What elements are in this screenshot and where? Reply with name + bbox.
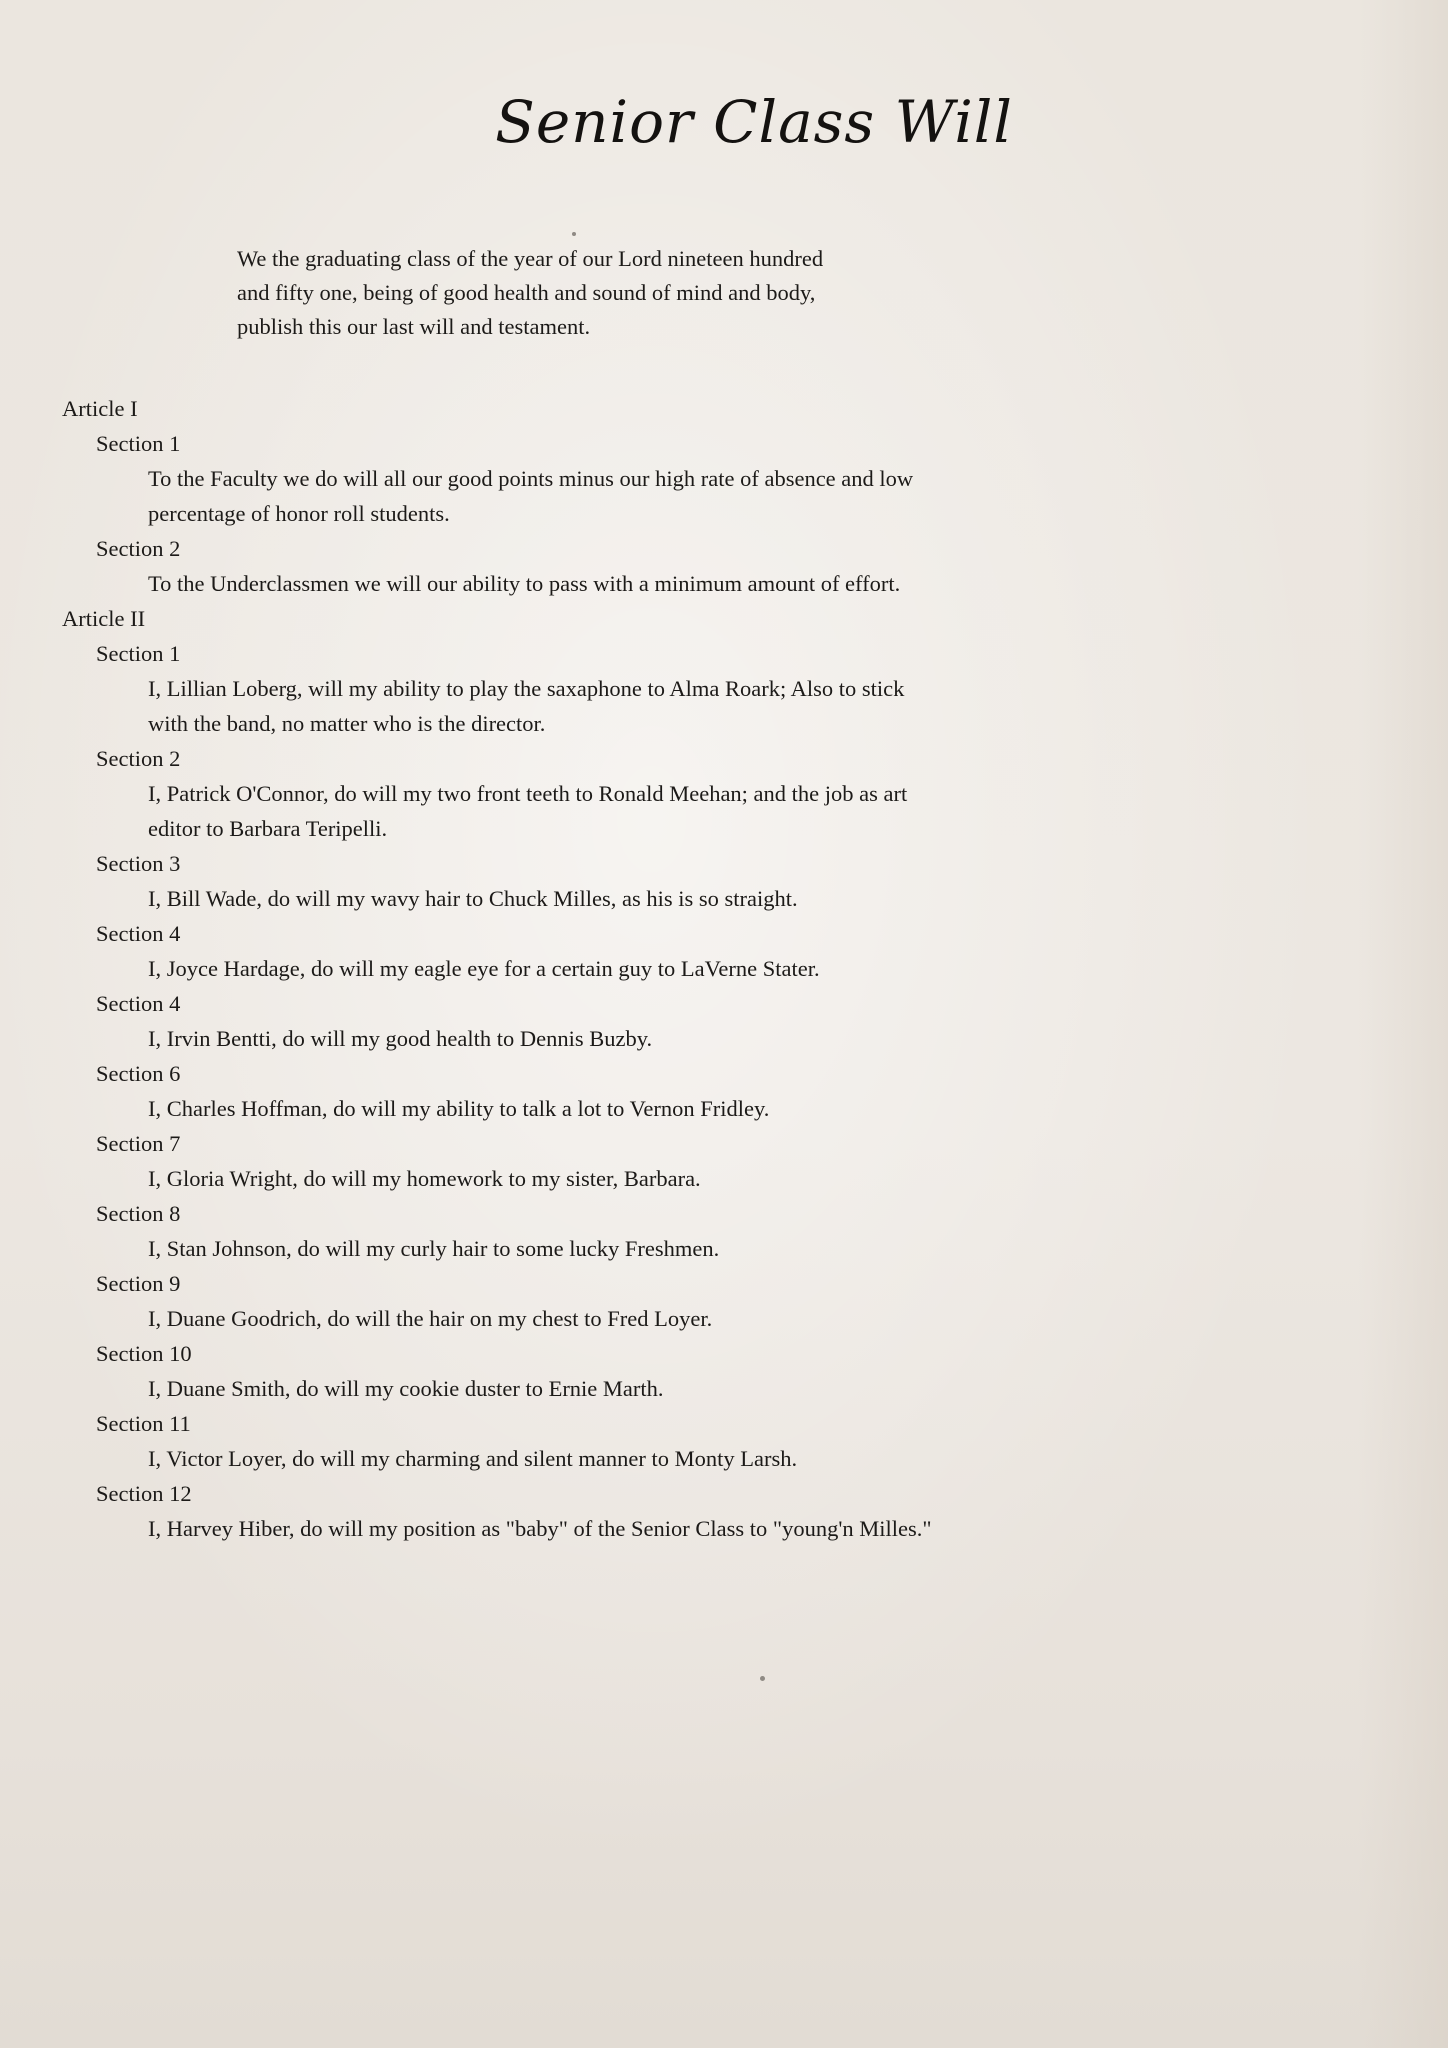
article xyxy=(62,602,1392,1547)
section-heading: Section 2 xyxy=(96,536,181,561)
section-heading: Section 1 xyxy=(96,431,181,456)
section-line: I, Lillian Loberg, will my ability to play the saxaphone to Alma Roark; Also to stick xyxy=(148,676,905,701)
paper-speck xyxy=(760,1676,765,1681)
section-line: I, Duane Smith, do will my cookie duster to Ernie Marth. xyxy=(148,1376,664,1401)
section-text xyxy=(148,1512,1188,1547)
section-heading: Section 12 xyxy=(96,1481,192,1506)
preamble-line: and fifty one, being of good health and sound of mind and body, xyxy=(237,280,816,305)
section-heading: Section 1 xyxy=(96,641,181,666)
section-line: I, Stan Johnson, do will my curly hair to some lucky Freshmen. xyxy=(148,1236,720,1261)
preamble-line: We the graduating class of the year of our Lord nineteen hundred xyxy=(237,246,824,271)
section xyxy=(62,742,1392,847)
section-heading: Section 8 xyxy=(96,1201,181,1226)
section xyxy=(62,1477,1392,1547)
will-body xyxy=(62,392,1392,1547)
section-line: I, Gloria Wright, do will my homework to my sister, Barbara. xyxy=(148,1166,701,1191)
section xyxy=(62,532,1392,602)
section-heading: Section 4 xyxy=(96,991,181,1016)
section-text xyxy=(148,462,1188,532)
section xyxy=(62,1267,1392,1337)
section-text xyxy=(148,1022,1188,1057)
preamble xyxy=(237,242,1057,344)
section-line: To the Underclassmen we will our ability to pass with a minimum amount of effort. xyxy=(148,571,901,596)
section-heading: Section 9 xyxy=(96,1271,181,1296)
section-heading: Section 11 xyxy=(96,1411,191,1436)
section-line: I, Harvey Hiber, do will my position as "baby" of the Senior Class to "young'n Milles." xyxy=(148,1516,932,1541)
section xyxy=(62,1197,1392,1267)
section-line: I, Patrick O'Connor, do will my two front teeth to Ronald Meehan; and the job as art xyxy=(148,781,908,806)
section-line: I, Duane Goodrich, do will the hair on my chest to Fred Loyer. xyxy=(148,1306,713,1331)
section xyxy=(62,917,1392,987)
section-heading: Section 3 xyxy=(96,851,181,876)
section-line: editor to Barbara Teripelli. xyxy=(148,816,388,841)
section-text xyxy=(148,1442,1188,1477)
section xyxy=(62,987,1392,1057)
section-text xyxy=(148,777,1188,847)
paper-speck xyxy=(572,232,576,236)
section-text xyxy=(148,882,1188,917)
section xyxy=(62,1407,1392,1477)
section xyxy=(62,1127,1392,1197)
section-line: with the band, no matter who is the director. xyxy=(148,711,546,736)
section-text xyxy=(148,567,1188,602)
section-text xyxy=(148,1232,1188,1267)
preamble-line: publish this our last will and testament. xyxy=(237,314,591,339)
section-line: I, Joyce Hardage, do will my eagle eye for a certain guy to LaVerne Stater. xyxy=(148,956,820,981)
section-line: I, Victor Loyer, do will my charming and silent manner to Monty Larsh. xyxy=(148,1446,798,1471)
section-text xyxy=(148,1302,1188,1337)
section-text xyxy=(148,672,1188,742)
section xyxy=(62,1057,1392,1127)
section-text xyxy=(148,952,1188,987)
section-heading: Section 4 xyxy=(96,921,181,946)
article xyxy=(62,392,1392,602)
section-line: I, Charles Hoffman, do will my ability to talk a lot to Vernon Fridley. xyxy=(148,1096,770,1121)
section-heading: Section 7 xyxy=(96,1131,181,1156)
section xyxy=(62,427,1392,532)
section xyxy=(62,637,1392,742)
section-text xyxy=(148,1372,1188,1407)
section-line: To the Faculty we do will all our good points minus our high rate of absence and low xyxy=(148,466,914,491)
article-heading: Article I xyxy=(62,396,138,421)
section-heading: Section 6 xyxy=(96,1061,181,1086)
section-heading: Section 2 xyxy=(96,746,181,771)
section-line: percentage of honor roll students. xyxy=(148,501,450,526)
section xyxy=(62,847,1392,917)
section-text xyxy=(148,1092,1188,1127)
section-heading: Section 10 xyxy=(96,1341,192,1366)
section xyxy=(62,1337,1392,1407)
article-heading: Article II xyxy=(62,606,146,631)
section-line: I, Irvin Bentti, do will my good health to Dennis Buzby. xyxy=(148,1026,653,1051)
page-title: Senior Class Will xyxy=(495,88,1013,156)
section-text xyxy=(148,1162,1188,1197)
section-line: I, Bill Wade, do will my wavy hair to Chuck Milles, as his is so straight. xyxy=(148,886,798,911)
